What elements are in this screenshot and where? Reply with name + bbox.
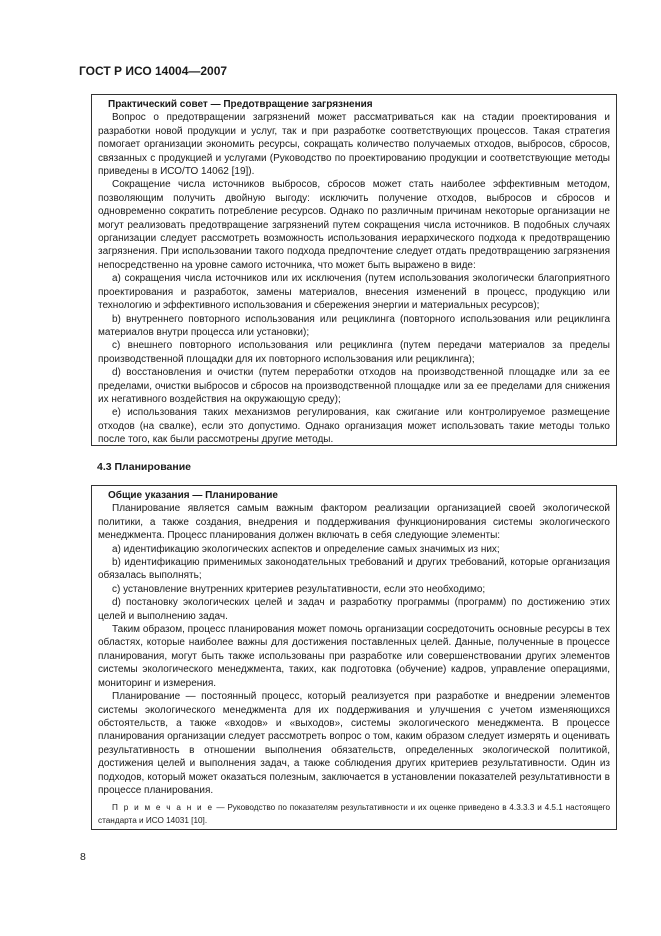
section-heading: 4.3 Планирование	[97, 461, 191, 473]
list-item: d) постановку экологических целей и задач и разработку программы (программ) по достижению этих целей и выполнению задач.	[98, 597, 610, 622]
planning-guidance-box	[91, 485, 617, 830]
list-item: b) идентификацию применимых законодательных требований и других требований, которые организация обязалась выполнять;	[98, 557, 610, 582]
paragraph: Планирование является самым важным фактором реализации организацией своей экологической политики, а также создания, внедрения и поддерживания функционирования системы экологического менеджмента. Процесс планирования должен включать в себя следующие элементы:	[98, 503, 610, 542]
note	[98, 802, 610, 827]
list-item: d) восстановления и очистки (путем переработки отходов на производственной площадке или за ее пределами, очистки выбросов и сбросов на производственной площадке или за ее пределами для снижения их негативного воздействия на окружающую среду);	[98, 367, 610, 405]
page-number: 8	[80, 851, 86, 863]
paragraph: Сокращение числа источников выбросов, сбросов может стать наиболее эффективным методом, позволяющим получить двойную выгоду: исключить получение отходов, выбросов и сбросов и одновременно сократить потребление ресурсов. Однако по различным причинам некоторые организации не могут реализовать предотвращение загрязнений путем сокращения числа источников. В подобных случаях организации следует рассмотреть возможность использования иерархического подхода к предотвращению загрязнения. При использовании такого подхода предпочтение следует отдать предотвращению загрязнения непосредственно на уровне самого источника, что может быть выражено в виде:	[98, 179, 610, 271]
paragraph: Таким образом, процесс планирования может помочь организации сосредоточить основные ресурсы в тех областях, которые наиболее важны для достижения поставленных целей. Данные, полученные в процессе планирования, могут быть также использованы при разработке или совершенствовании других элементов системы экологического менеджмента, таких, как подготовка (обучение) кадров, управление операциями, мониторинг и измерения.	[98, 624, 610, 689]
list-item: a) идентификацию экологических аспектов и определение самых значимых из них;	[112, 543, 500, 555]
list-item: c) установление внутренних критериев результативности, если это необходимо;	[112, 583, 486, 595]
paragraph: Планирование — постоянный процесс, который реализуется при разработке и внедрении элементов системы экологического менеджмента для их поддерживания и улучшения с учетом изменяющихся обстоятельств, а также «входов» и «выходов», системы экологического менеджмента. В процессе планирования организации следует рассмотреть вопрос о том, каким образом следует измерять и оценивать результативность в отношении выполнения обязательств, определенных экологической политикой, достижения целей и выполнения задач, а также соблюдения других критериев результативности. Один из подходов, который может оказаться полезным, заключается в установлении показателей результативности в процессе планирования.	[98, 691, 610, 796]
list-item: b) внутреннего повторного использования или рециклинга (повторного использования или рециклинга материалов внутри процесса или установки);	[98, 313, 610, 338]
box-title: Практический совет — Предотвращение загрязнения	[108, 99, 373, 110]
note-text: — Руководство по показателям результативности и их оценке приведено в 4.3.3.3 и 4.5.1 настоящего стандарта и ИСО 14031 [10].	[98, 803, 611, 825]
list-item: e) использования таких механизмов регулирования, как сжигание или контролируемое размещение отходов (на свалке), если это допустимо. Однако организация может использовать такие методы только после того, как были рассмотрены другие методы.	[98, 407, 610, 446]
note-label: П р и м е ч а н и е	[112, 803, 214, 813]
box-title: Общие указания — Планирование	[108, 490, 278, 501]
practical-advice-box	[91, 94, 617, 446]
list-item: c) внешнего повторного использования или рециклинга (путем передачи материалов за пределы производственной площадки для их повторного использования или рециклинга);	[98, 340, 610, 365]
document-header: ГОСТ Р ИСО 14004—2007	[79, 64, 228, 78]
list-item: a) сокращения числа источников или их исключения (путем использования экологически благоприятного проектирования и разработок, замены материалов, внесения изменений в процесс, продукцию или технологию и эффективного использования и сбережения энергии и материальных ресурсов);	[98, 273, 610, 312]
paragraph: Вопрос о предотвращении загрязнений может рассматриваться как на стадии проектирования и разработки новой продукции и услуг, так и при разработке соответствующих процессов. Такая стратегия помогает организации экономить ресурсы, сокращать количество получаемых отходов, выбросов, сбросов, связанных с продукцией и услугами (Руководство по проектированию продукции и соответствующие методы приведены в ИСО/ТО 14062 [19]).	[98, 112, 610, 178]
